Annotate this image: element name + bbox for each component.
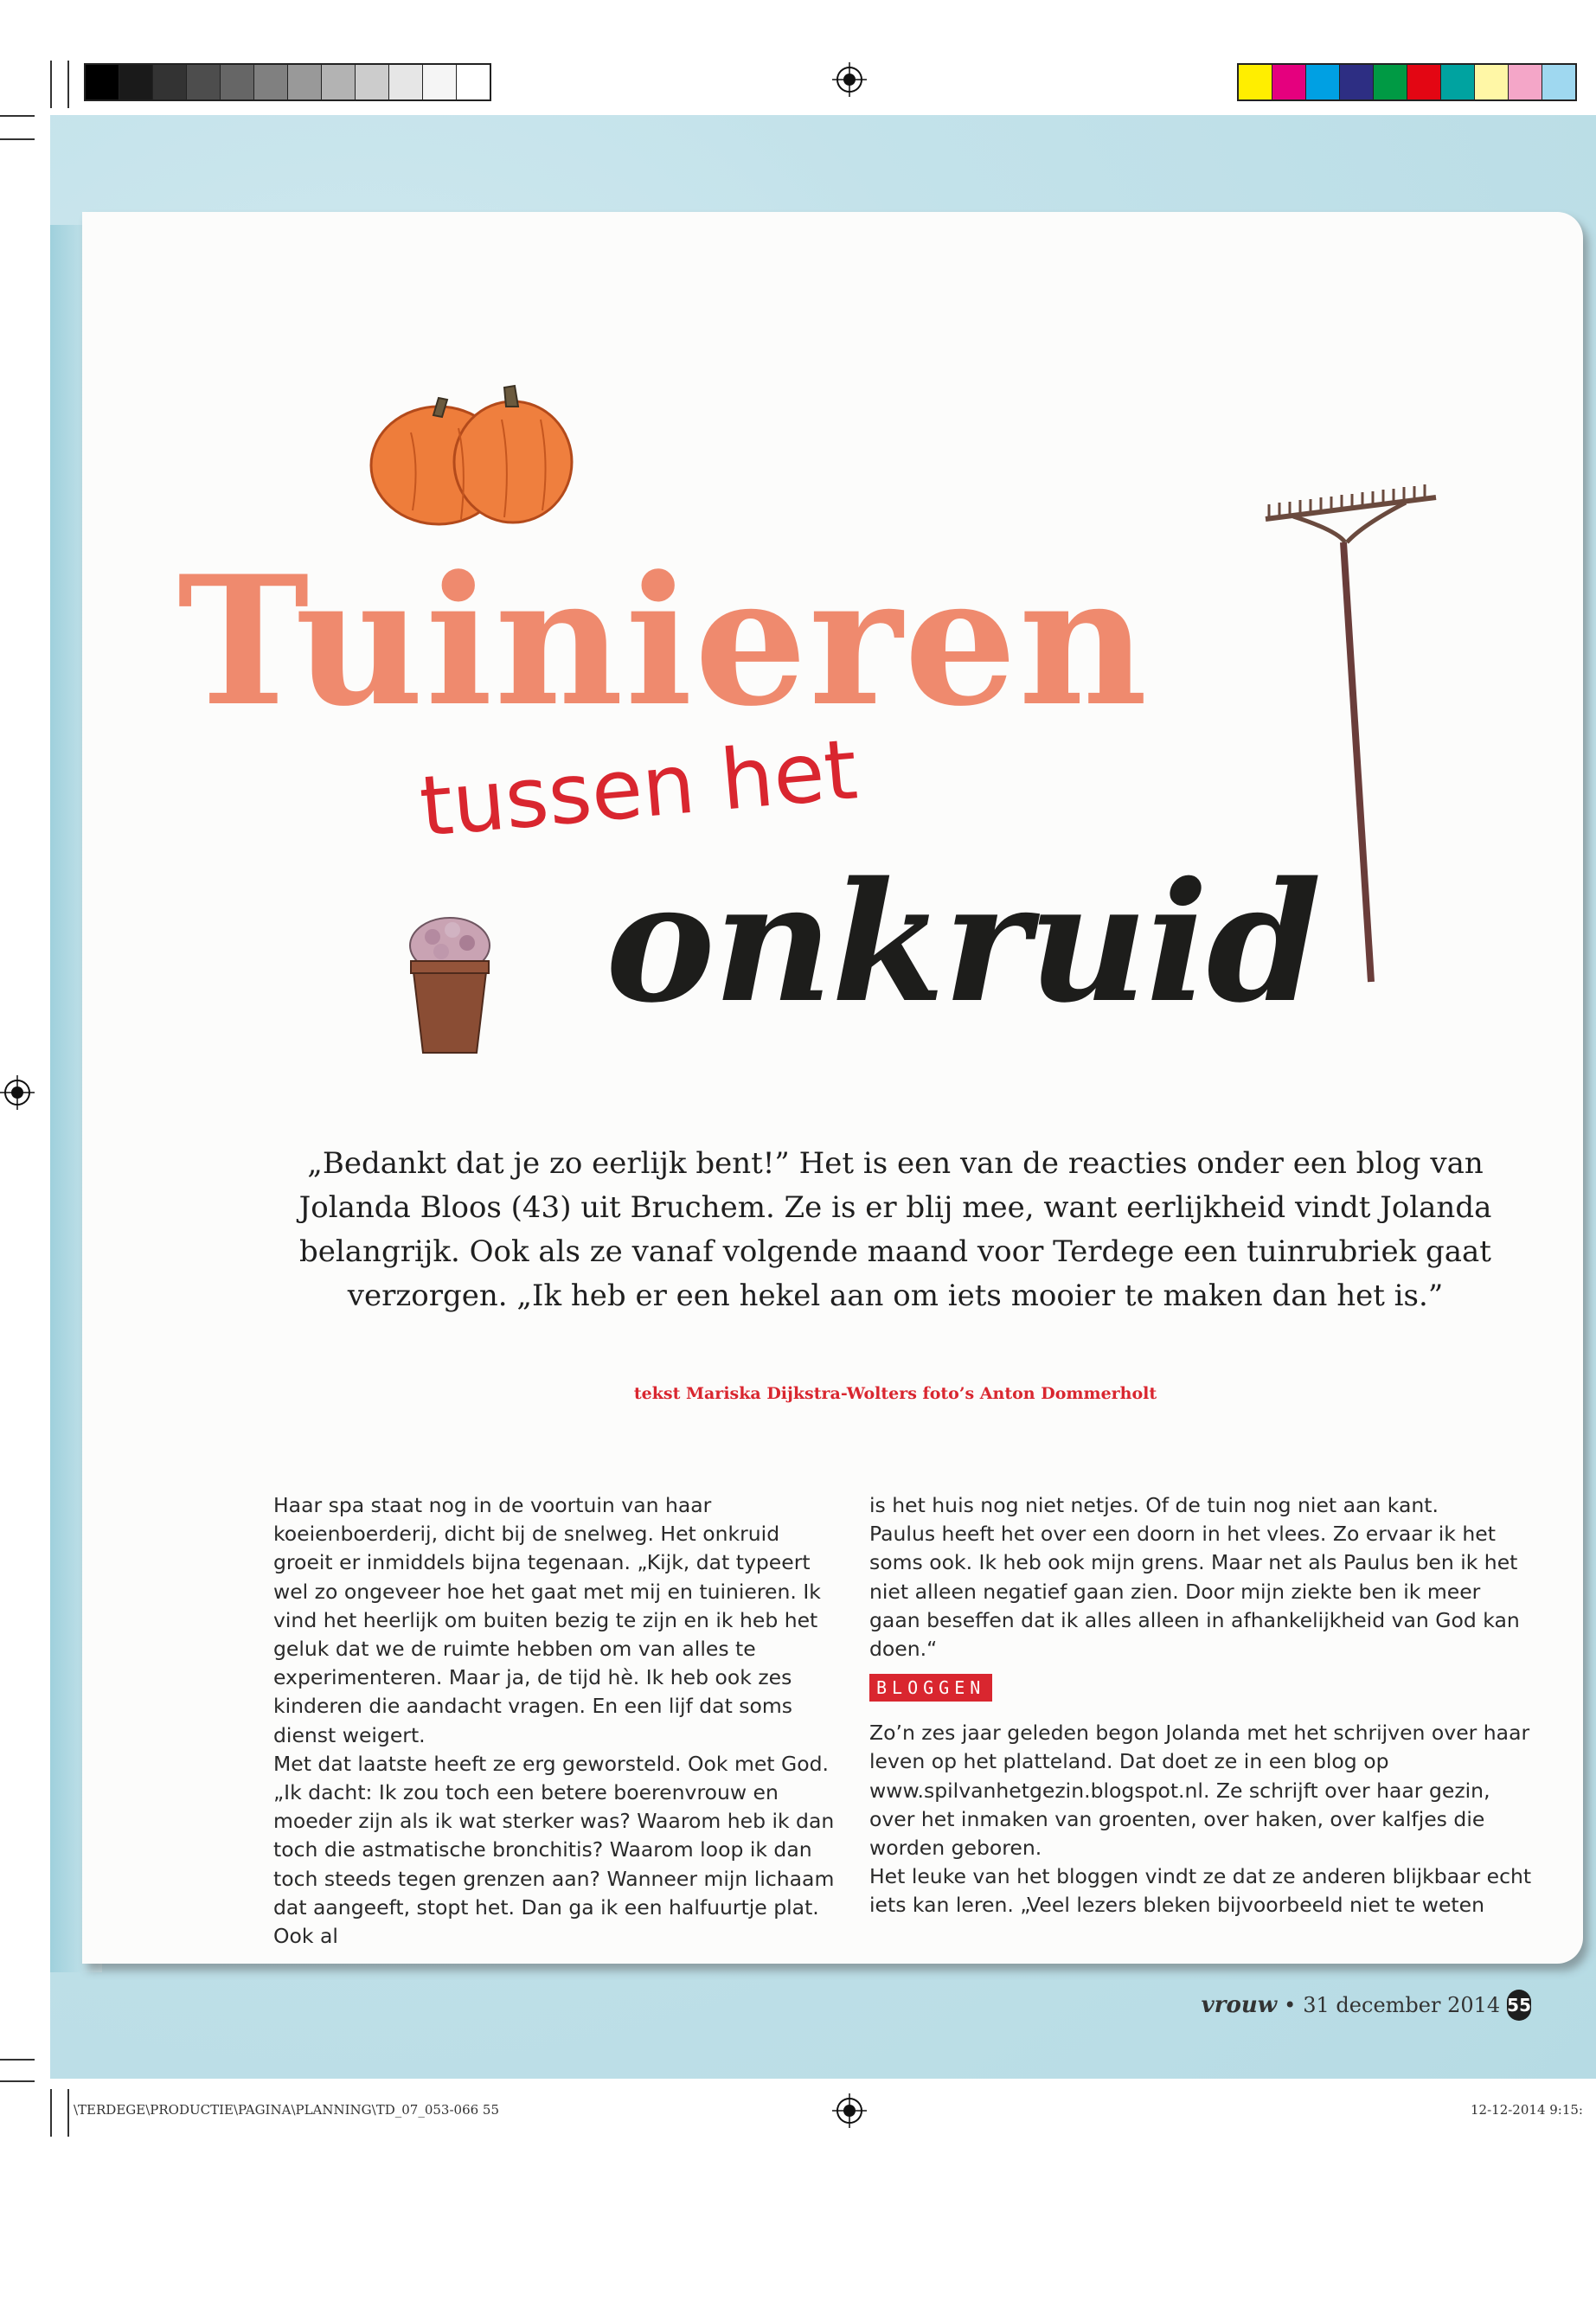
- crop-mark: [0, 2080, 35, 2082]
- issue-date: 31 december 2014: [1303, 1993, 1501, 2017]
- calibration-swatch: [221, 65, 254, 99]
- calibration-swatch: [1239, 65, 1272, 99]
- grayscale-calibration-bar: [84, 63, 491, 101]
- magazine-brand: vrouw: [1201, 1992, 1278, 2018]
- intro-paragraph: „Bedankt dat je zo eerlijk bent!” Het is een van de reacties onder een blog van Jolanda Bloos (43) uit Bruchem. Ze is er blij mee, want eerlijkheid vindt Jolanda belangrijk. Ook als ze vanaf volgende maand voor Terdege een tuinrubriek gaat verzorgen. „Ik heb er een hekel aan om iets mooier te maken dan het is.”: [298, 1146, 1492, 1313]
- crop-mark: [0, 2059, 35, 2061]
- registration-mark-icon: [832, 62, 867, 97]
- body-paragraph: Paulus heeft het over een doorn in het vlees. Zo ervaar ik het soms ook. Ik heb ook mijn grens. Maar net als Paulus ben ik het niet alleen negatief gaan zien. Door mijn ziekte ben ik meer gaan beseffen dat ik alles alleen in afhankelijkheid van God kan doen.“: [869, 1522, 1520, 1662]
- crop-mark: [50, 2089, 52, 2137]
- color-calibration-bar: [1237, 63, 1577, 101]
- calibration-swatch: [423, 65, 457, 99]
- calibration-swatch: [1475, 65, 1509, 99]
- page-number: 55: [1507, 1990, 1531, 2021]
- calibration-swatch: [254, 65, 288, 99]
- calibration-swatch: [356, 65, 389, 99]
- crop-mark: [67, 61, 69, 108]
- calibration-swatch: [1340, 65, 1374, 99]
- flower-pot-icon: [402, 913, 497, 1060]
- calibration-swatch: [1272, 65, 1306, 99]
- calibration-swatch: [187, 65, 221, 99]
- calibration-swatch: [119, 65, 153, 99]
- title-main: Tuinieren: [177, 538, 1150, 746]
- calibration-swatch: [288, 65, 322, 99]
- calibration-swatch: [1509, 65, 1542, 99]
- title-script: onkruid: [606, 846, 1320, 1039]
- section-heading: BLOGGEN: [869, 1674, 992, 1702]
- crop-mark: [50, 61, 52, 108]
- calibration-swatch: [1441, 65, 1475, 99]
- calibration-swatch: [457, 65, 490, 99]
- calibration-swatch: [153, 65, 187, 99]
- registration-mark-icon: [0, 1075, 35, 1110]
- registration-mark-icon: [832, 2093, 867, 2128]
- slug-date: 12-12-2014 9:15:: [1471, 2102, 1583, 2118]
- body-paragraph: Het leuke van het bloggen vindt ze dat ze anderen blijkbaar echt iets kan leren. „Veel lezers bleken bijvoorbeeld niet te weten: [869, 1864, 1532, 1918]
- calibration-swatch: [1407, 65, 1441, 99]
- footer-separator: •: [1284, 1993, 1297, 2017]
- body-paragraph: Haar spa staat nog in de voortuin van haar koeienboerderij, dicht bij de snelweg. Het onkruid groeit er inmiddels bijna tegenaan. „Kijk, dat typeert wel zo ongeveer hoe het gaat met mij en tuinieren. Ik vind het heerlijk om buiten bezig te zijn en ik heb het geluk dat we de ruimte hebben om van alles te experimenteren. Maar ja, de tijd hè. Ik heb ook zes kinderen die aandacht vragen. En een lijf dat soms dienst weigert.: [273, 1493, 821, 1747]
- credits: tekst Mariska Dijkstra-Wolters foto’s Anton Dommerholt: [633, 1384, 1157, 1403]
- calibration-swatch: [389, 65, 423, 99]
- body-column-1: [273, 1491, 844, 1951]
- body-paragraph: Met dat laatste heeft ze erg geworsteld. Ook met God. „Ik dacht: Ik zou toch een betere boerenvrouw en moeder zijn als ik wat sterker was? Waarom heb ik dan toch die astmatische bronchitis? Waarom loop ik dan toch steeds tegen grenzen aan? Wanneer mijn lichaam dat aangeeft, stopt het. Dan ga ik een halfuurtje plat. Ook al: [273, 1751, 835, 1949]
- crop-mark: [0, 115, 35, 117]
- pumpkins-icon: [359, 381, 584, 536]
- calibration-swatch: [322, 65, 356, 99]
- calibration-swatch: [1374, 65, 1407, 99]
- body-paragraph: is het huis nog niet netjes. Of de tuin nog niet aan kant.: [869, 1493, 1439, 1517]
- crop-mark: [0, 138, 35, 140]
- title-sub: tussen het: [415, 721, 862, 856]
- body-column-2: [869, 1491, 1535, 1920]
- slug-path: \TERDEGE\PRODUCTIE\PAGINA\PLANNING\TD_07_053-066 55: [74, 2102, 500, 2118]
- calibration-swatch: [1542, 65, 1575, 99]
- body-paragraph: Zo’n zes jaar geleden begon Jolanda met het schrijven over haar leven op het platteland. Dat doet ze in een blog op www.spilvanhetgezin.blogspot.nl. Ze schrijft over haar gezin, over het inmaken van groenten, over haken, over kalfjes die worden geboren.: [869, 1721, 1530, 1861]
- calibration-swatch: [1306, 65, 1340, 99]
- calibration-swatch: [86, 65, 119, 99]
- page-footer: [1201, 1990, 1531, 2021]
- crop-mark: [67, 2089, 69, 2137]
